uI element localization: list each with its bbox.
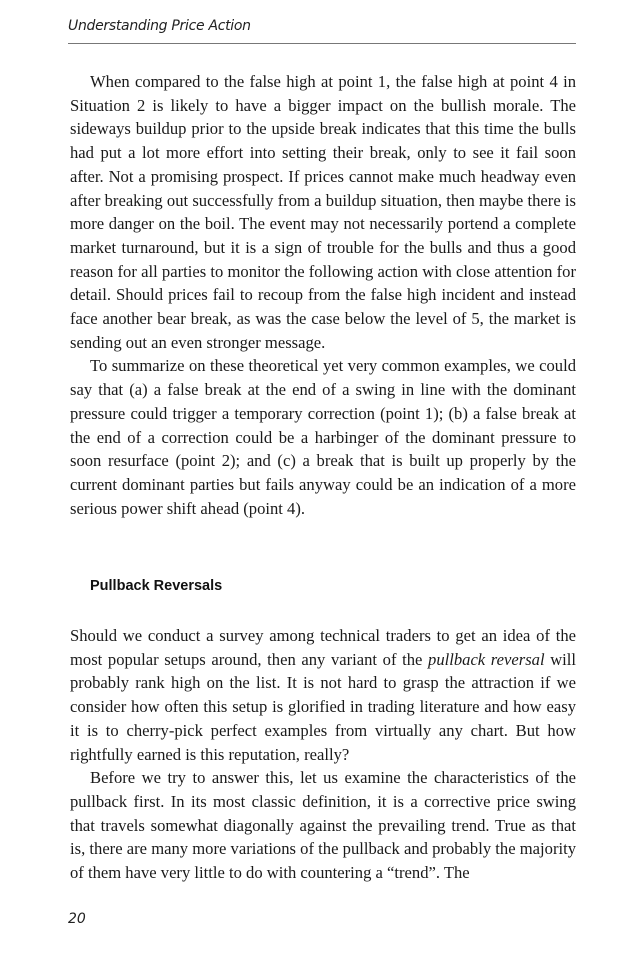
body-text-section: [70, 624, 576, 885]
page-number: 20: [68, 911, 86, 927]
paragraph: To summarize on these theoretical yet very common examples, we could say that (a) a false break at the end of a swing in line with the dominant pressure could trigger a temporary correction (point 1); (b) a false break at the end of a correction could be a harbinger of the dominant pressure to soon resurface (point 2); and (c) a break that is built up properly by the current dominant parties but fails anyway could be an indication of a more serious power shift ahead (point 4).: [70, 356, 576, 518]
body-text-top: [70, 70, 576, 520]
paragraph-text: Should we conduct a survey among technical traders to get an idea of the most popular setups around, then any variant of the: [70, 626, 576, 669]
paragraph-text: will probably rank high on the list. It is not hard to grasp the attraction if we consider how often this setup is glorified in trading literature and how easy it is to cherry-pick perfect examples from virtually any chart. But how rightfully earned is this reputation, really?: [70, 649, 577, 764]
paragraph: [70, 624, 576, 766]
paragraph: When compared to the false high at point 1, the false high at point 4 in Situation 2 is likely to have a bigger impact on the bullish morale. The sideways buildup prior to the upside break indicates that this time the bulls had put a lot more effort into setting their break, only to see it fail soon after. Not a promising prospect. If prices cannot make much headway even after breaking out successfully from a buildup situation, then maybe there is more danger on the boil. The event may not necessarily portend a complete market turnaround, but it is a sign of trouble for the bulls and thus a good reason for all parties to monitor the following action with close attention for detail. Should prices fail to recoup from the false high incident and instead face another bear break, as was the case below the level of 5, the market is sending out an even stronger message.: [70, 72, 576, 352]
paragraph: Before we try to answer this, let us examine the characteristics of the pullback first. In its most classic definition, it is a corrective price swing that travels somewhat diagonally against the prevailing trend. True as that is, there are many more variations of the pullback and probably the majority of them have very little to do with countering a “trend”. The: [70, 768, 576, 883]
section-heading: Pullback Reversals: [90, 578, 223, 594]
header-rule: [68, 43, 576, 44]
emphasized-term: pullback reversal: [428, 649, 545, 669]
running-head: Understanding Price Action: [68, 18, 251, 34]
